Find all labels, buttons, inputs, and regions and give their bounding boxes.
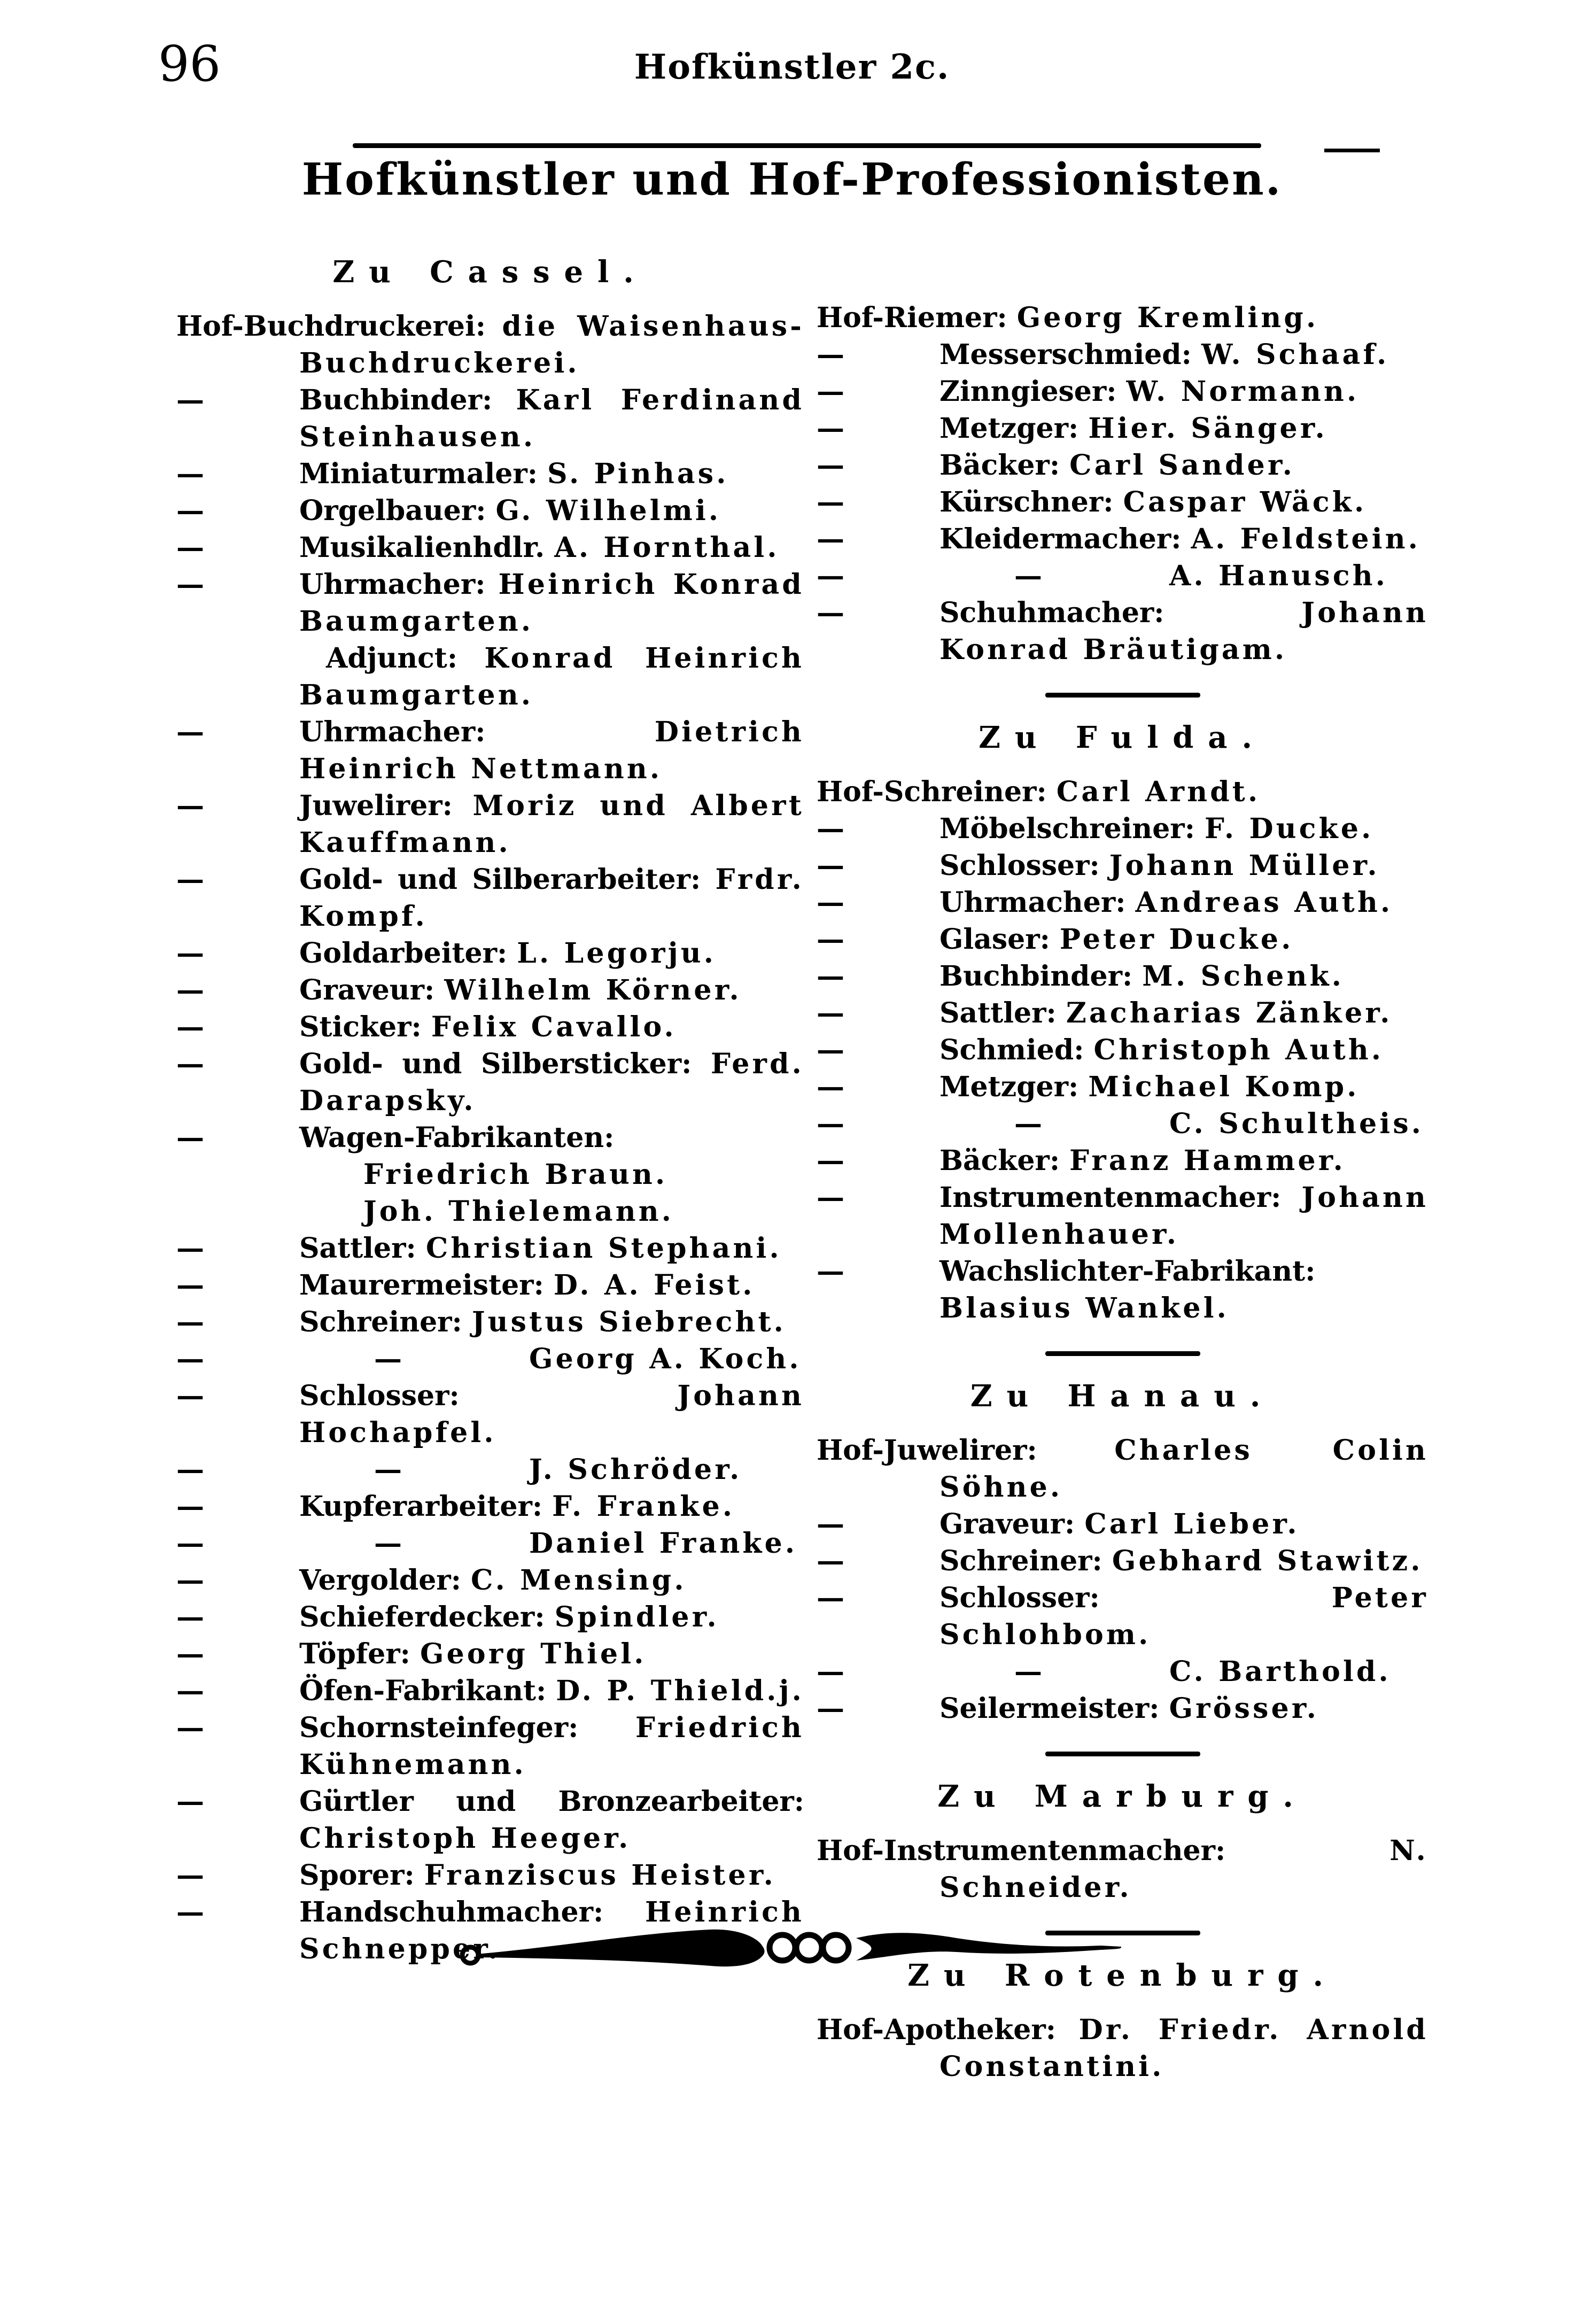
entry-name: A. Hornthal. (554, 531, 780, 564)
city-section (176, 254, 804, 1967)
entry-label: Glaser: (939, 923, 1050, 956)
entry-name: Grösser. (1169, 1692, 1319, 1725)
entry-dash: — (176, 1380, 204, 1412)
entry-name: F. Franke. (552, 1490, 735, 1523)
entry-dash: — (176, 384, 204, 416)
entry-label: Kleidermacher: (939, 523, 1182, 555)
directory-entry (817, 995, 1428, 1032)
entry-dash: — (176, 974, 204, 1006)
section-divider (1045, 1752, 1200, 1756)
entry-dash: — (817, 1255, 844, 1288)
entry-label: Orgelbauer: (299, 494, 486, 527)
entry-name: Peter Ducke. (1059, 923, 1294, 956)
header-rule-fragment (1324, 149, 1380, 152)
entry-dash: — (817, 1692, 844, 1725)
entry-label: Messerschmied: (939, 338, 1192, 371)
directory-entry (817, 1032, 1428, 1068)
entry-name: Christoph Auth. (1093, 1034, 1384, 1066)
directory-entry (817, 1142, 1428, 1179)
directory-entry (176, 714, 804, 787)
directory-entry (817, 1579, 1428, 1653)
entry-dash: — (176, 1711, 204, 1744)
entry-label: Seilermeister: (939, 1692, 1160, 1725)
entry-label: Wachslichter-Fabrikant: (939, 1255, 1316, 1288)
entry-name: W. Schaaf. (1201, 338, 1389, 371)
city-heading: Zu Hanau. (970, 1378, 1275, 1414)
entry-dash: — (817, 1508, 844, 1540)
entry-name: Carl Arndt. (1056, 776, 1261, 808)
directory-entry (176, 308, 804, 382)
entry-label: Hof-Riemer: (817, 301, 1007, 334)
directory-entry (817, 336, 1428, 373)
entry-label: Miniaturmaler: (299, 458, 538, 490)
directory-entry (817, 594, 1428, 668)
entry-dash: — (817, 1181, 844, 1214)
directory-entry (817, 958, 1428, 995)
entry-dash: — (176, 1896, 204, 1928)
entry-dash: — (176, 494, 204, 527)
entry-name: W. Normann. (1126, 375, 1360, 408)
directory-entry (817, 299, 1428, 336)
entry-name: Carl Sander. (1069, 449, 1295, 482)
entry-dash: — (176, 568, 204, 601)
entry-name: Wilhelm Körner. (444, 974, 742, 1006)
city-heading: Zu Marburg. (937, 1779, 1308, 1814)
directory-entry (817, 521, 1428, 557)
entry-dash: — (176, 1564, 204, 1597)
directory-entry (817, 1543, 1428, 1579)
entry-name: Andreas Auth. (1135, 886, 1393, 919)
entry-name: Heinrich Schnepper. (299, 1896, 804, 1965)
entry-label: Schornsteinfeger: (299, 1711, 579, 1744)
directory-entry (817, 1832, 1428, 1906)
entry-dash: — (176, 1859, 204, 1892)
entry-label: Kupferarbeiter: (299, 1490, 543, 1523)
directory-entry (176, 529, 804, 566)
entry-dash: — (176, 1601, 204, 1633)
entry-dash: — (176, 1269, 204, 1302)
column-left (176, 247, 804, 1967)
directory-entry (176, 1562, 804, 1599)
entry-label: Sattler: (939, 997, 1057, 1029)
directory-entry (176, 1045, 804, 1119)
entry-dash: — (176, 863, 204, 896)
entry-name: Michael Komp. (1088, 1071, 1360, 1103)
directory-entry (176, 1857, 804, 1894)
entry-name: C. Schultheis. (1169, 1107, 1424, 1140)
entry-name: Johann Mollenhauer. (939, 1181, 1428, 1251)
directory-entry (176, 492, 804, 529)
entry-name: C. Mensing. (471, 1564, 687, 1597)
entry-label: Gold- und Silberarbeiter: (299, 863, 701, 896)
section-divider (1045, 693, 1200, 698)
entry-name: Franz Hammer. (1069, 1144, 1346, 1177)
entry-label: Hof-Instrumentenmacher: (817, 1834, 1226, 1867)
entry-label: Uhrmacher: (299, 716, 486, 748)
entry-dash: — (176, 716, 204, 748)
directory-entry (817, 410, 1428, 447)
column-right (817, 299, 1428, 2085)
entry-label: Adjunct: (326, 642, 458, 675)
city-heading: Zu Fulda. (979, 720, 1267, 755)
entry-name: J. Schröder. (529, 1453, 742, 1486)
entry-dash: — (176, 1048, 204, 1080)
entry-label: Schlosser: (939, 1582, 1100, 1614)
directory-entry (176, 1672, 804, 1709)
entry-dash: — (817, 923, 844, 956)
directory-entry (176, 455, 804, 492)
entry-name: Friedrich Braun. (363, 1158, 668, 1191)
entry-dash: — (1014, 1655, 1042, 1688)
entry-label: Sporer: (299, 1859, 415, 1892)
entry-name: Joh. Thielemann. (363, 1195, 674, 1228)
entry-name: Johann Hochapfel. (299, 1380, 804, 1449)
directory-entry (817, 1253, 1428, 1327)
city-heading: Zu Rotenburg. (907, 1958, 1338, 1993)
directory-entry (176, 1304, 804, 1341)
entry-dash: — (817, 412, 844, 445)
entry-name: F. Ducke. (1205, 812, 1374, 845)
directory-entry (176, 861, 804, 935)
entry-dash: — (176, 1453, 204, 1486)
directory-entry (176, 1267, 804, 1304)
entry-name: D. A. Feist. (553, 1269, 755, 1302)
entry-dash: — (176, 1011, 204, 1043)
entry-label: Kürschner: (939, 486, 1114, 518)
entry-name: Carl Lieber. (1084, 1508, 1300, 1540)
entry-dash: — (817, 960, 844, 993)
running-head: Hofkünstler 2c. (634, 47, 950, 87)
entry-dash: — (817, 449, 844, 482)
entry-label: Graveur: (939, 1508, 1075, 1540)
entry-name: Blasius Wankel. (939, 1292, 1229, 1324)
city-heading: Zu Cassel. (332, 254, 648, 290)
entry-name: Frdr. Kompf. (299, 863, 804, 933)
entry-dash: — (817, 1107, 844, 1140)
entry-name: Gebhard Stawitz. (1112, 1545, 1423, 1577)
entry-name: M. Schenk. (1142, 960, 1345, 993)
directory-entry (817, 810, 1428, 847)
entry-dash: — (176, 1306, 204, 1338)
directory-entry (176, 1377, 804, 1451)
tailpiece-ornament (460, 1915, 1122, 1984)
directory-entry (176, 1193, 804, 1230)
entry-label: Hof-Juwelirer: (817, 1434, 1037, 1467)
entry-dash: — (176, 1675, 204, 1707)
entry-name: Georg A. Koch. (529, 1343, 802, 1375)
directory-entry (817, 1506, 1428, 1543)
directory-entry (817, 1432, 1428, 1506)
city-section (817, 1779, 1428, 1906)
entry-name: S. Pinhas. (547, 458, 729, 490)
entry-name: Konrad Heinrich Baumgarten. (299, 642, 804, 711)
entry-name: D. P. Thield.j. (556, 1675, 804, 1707)
entry-label: Musikalienhdlr. (299, 531, 545, 564)
directory-entry (176, 1156, 804, 1193)
entry-name: Felix Cavallo. (431, 1011, 677, 1043)
entry-dash: — (817, 338, 844, 371)
directory-entry (176, 1451, 804, 1488)
directory-entry (176, 1636, 804, 1672)
header-rule (353, 143, 1261, 148)
entry-label: Juwelirer: (299, 789, 453, 822)
entry-label: Hof-Buchdruckerei: (176, 310, 486, 343)
directory-entry (817, 557, 1428, 594)
entry-dash: — (176, 1490, 204, 1523)
page-number: 96 (158, 35, 221, 92)
directory-entry (176, 972, 804, 1009)
entry-name: Peter Schlohbom. (939, 1582, 1428, 1651)
directory-entry (176, 1341, 804, 1377)
entry-name: Dr. Friedr. Arnold Constantini. (939, 2013, 1428, 2083)
entry-dash: — (1014, 560, 1042, 592)
entry-name: Johann Konrad Bräutigam. (939, 597, 1428, 666)
entry-name: Zacharias Zänker. (1066, 997, 1393, 1029)
entry-dash: — (817, 849, 844, 882)
entry-label: Schlosser: (299, 1380, 460, 1412)
city-section (817, 720, 1428, 1327)
entry-label: Töpfer: (299, 1638, 410, 1670)
entry-label: Goldarbeiter: (299, 937, 508, 970)
directory-entry (176, 566, 804, 640)
entry-name: Johann Müller. (1109, 849, 1380, 882)
entry-label: Öfen-Fabrikant: (299, 1675, 547, 1707)
entry-label: Gold- und Silbersticker: (299, 1048, 692, 1080)
entry-label: Buchbinder: (299, 384, 493, 416)
entry-dash: — (176, 1638, 204, 1670)
entry-label: Schuhmacher: (939, 597, 1164, 629)
entry-name: G. Wilhelmi. (495, 494, 721, 527)
entry-label: Uhrmacher: (939, 886, 1126, 919)
entry-name: Dietrich Heinrich Nettmann. (299, 716, 804, 785)
entry-label: Hof-Apotheker: (817, 2013, 1056, 2046)
entry-label: Schreiner: (299, 1306, 462, 1338)
entry-label: Uhrmacher: (299, 568, 486, 601)
entry-dash: — (817, 560, 844, 592)
directory-entry (176, 382, 804, 455)
entry-dash: — (817, 812, 844, 845)
entry-dash: — (817, 1545, 844, 1577)
entry-dash: — (374, 1527, 402, 1560)
entry-dash: — (374, 1343, 402, 1375)
entry-name: Daniel Franke. (529, 1527, 798, 1560)
entry-name: Christian Stephani. (425, 1232, 782, 1265)
entry-dash: — (176, 1527, 204, 1560)
entry-dash: — (817, 375, 844, 408)
entry-label: Maurermeister: (299, 1269, 544, 1302)
entry-dash: — (817, 886, 844, 919)
directory-entry (176, 1230, 804, 1267)
entry-label: Schreiner: (939, 1545, 1102, 1577)
directory-entry (176, 640, 804, 714)
directory-entry (817, 847, 1428, 884)
entry-name: Georg Thiel. (420, 1638, 647, 1670)
entry-label: Schlosser: (939, 849, 1100, 882)
entry-dash: — (176, 1343, 204, 1375)
directory-entry (176, 787, 804, 861)
directory-entry (176, 935, 804, 972)
entry-dash: — (817, 523, 844, 555)
entry-dash: — (817, 597, 844, 629)
entry-name: Heinrich Konrad Baumgarten. (299, 568, 804, 638)
entry-name: Karl Ferdinand Steinhausen. (299, 384, 805, 453)
directory-entry (176, 1525, 804, 1562)
entry-dash: — (817, 997, 844, 1029)
entry-dash: — (176, 531, 204, 564)
entry-label: Bäcker: (939, 449, 1060, 482)
directory-entry (817, 447, 1428, 484)
directory-entry (817, 1653, 1428, 1690)
entry-name: Christoph Heeger. (299, 1822, 631, 1855)
entry-label: Schieferdecker: (299, 1601, 545, 1633)
entry-name: Franziscus Heister. (424, 1859, 776, 1892)
city-section (817, 299, 1428, 668)
entry-dash: — (176, 1121, 204, 1154)
entry-label: Sticker: (299, 1011, 422, 1043)
directory-entry (817, 2011, 1428, 2085)
entry-name: Caspar Wäck. (1123, 486, 1367, 518)
entry-name: N. Schneider. (939, 1834, 1428, 1904)
entry-dash: — (817, 1034, 844, 1066)
directory-entry (817, 921, 1428, 958)
entry-label: Vergolder: (299, 1564, 461, 1597)
entry-label: Sattler: (299, 1232, 416, 1265)
entry-label: Buchbinder: (939, 960, 1133, 993)
entry-dash: — (817, 486, 844, 518)
directory-entry (176, 1119, 804, 1156)
entry-dash: — (374, 1453, 402, 1486)
entry-label: Möbelschreiner: (939, 812, 1195, 845)
entry-dash: — (176, 1785, 204, 1818)
entry-name: A. Hanusch. (1169, 560, 1388, 592)
entry-label: Metzger: (939, 1071, 1079, 1103)
entry-name: Moriz und Albert Kauffmann. (299, 789, 804, 859)
entry-name: Ferd. Darapsky. (299, 1048, 804, 1117)
entry-label: Handschuhmacher: (299, 1896, 604, 1928)
entry-name: die Waisenhaus-Buchdruckerei. (299, 310, 804, 379)
entry-dash: — (176, 789, 204, 822)
section-divider (1045, 1351, 1200, 1356)
entry-name: Georg Kremling. (1016, 301, 1319, 334)
page-title: Hofkünstler und Hof-Professionisten. (301, 154, 1283, 205)
entry-name: C. Barthold. (1169, 1655, 1391, 1688)
entry-label: Graveur: (299, 974, 435, 1006)
city-section (817, 1378, 1428, 1727)
entry-label: Wagen-Fabrikanten: (299, 1121, 615, 1154)
entry-dash: — (176, 458, 204, 490)
entry-name: Spindler. (554, 1601, 719, 1633)
directory-entry (817, 1690, 1428, 1727)
entry-dash: — (1014, 1107, 1042, 1140)
directory-entry (176, 1599, 804, 1636)
entry-label: Bäcker: (939, 1144, 1060, 1177)
entry-dash: — (176, 1232, 204, 1265)
entry-name: Friedrich Kühnemann. (299, 1711, 804, 1781)
entry-label: Gürtler und Bronzearbeiter: (299, 1785, 804, 1818)
entry-label: Instrumentenmacher: (939, 1181, 1282, 1214)
entry-name: A. Feldstein. (1191, 523, 1421, 555)
directory-entry (817, 884, 1428, 921)
directory-entry (176, 1009, 804, 1045)
entry-dash: — (817, 1582, 844, 1614)
directory-entry (817, 1105, 1428, 1142)
directory-entry (176, 1783, 804, 1857)
directory-entry (817, 373, 1428, 410)
entry-label: Hof-Schreiner: (817, 776, 1047, 808)
entry-label: Metzger: (939, 412, 1079, 445)
entry-name: L. Legorju. (517, 937, 717, 970)
entry-dash: — (176, 937, 204, 970)
entry-dash: — (817, 1144, 844, 1177)
directory-entry (176, 1488, 804, 1525)
entry-dash: — (817, 1071, 844, 1103)
entry-name: Justus Siebrecht. (471, 1306, 786, 1338)
directory-entry (176, 1709, 804, 1783)
entry-name: Charles Colin Söhne. (939, 1434, 1428, 1504)
directory-entry (817, 1179, 1428, 1253)
directory-entry (817, 1068, 1428, 1105)
directory-entry (817, 773, 1428, 810)
entry-label: Zinngieser: (939, 375, 1117, 408)
entry-name: Hier. Sänger. (1088, 412, 1327, 445)
directory-entry (817, 484, 1428, 521)
entry-label: Schmied: (939, 1034, 1084, 1066)
entry-dash: — (817, 1655, 844, 1688)
